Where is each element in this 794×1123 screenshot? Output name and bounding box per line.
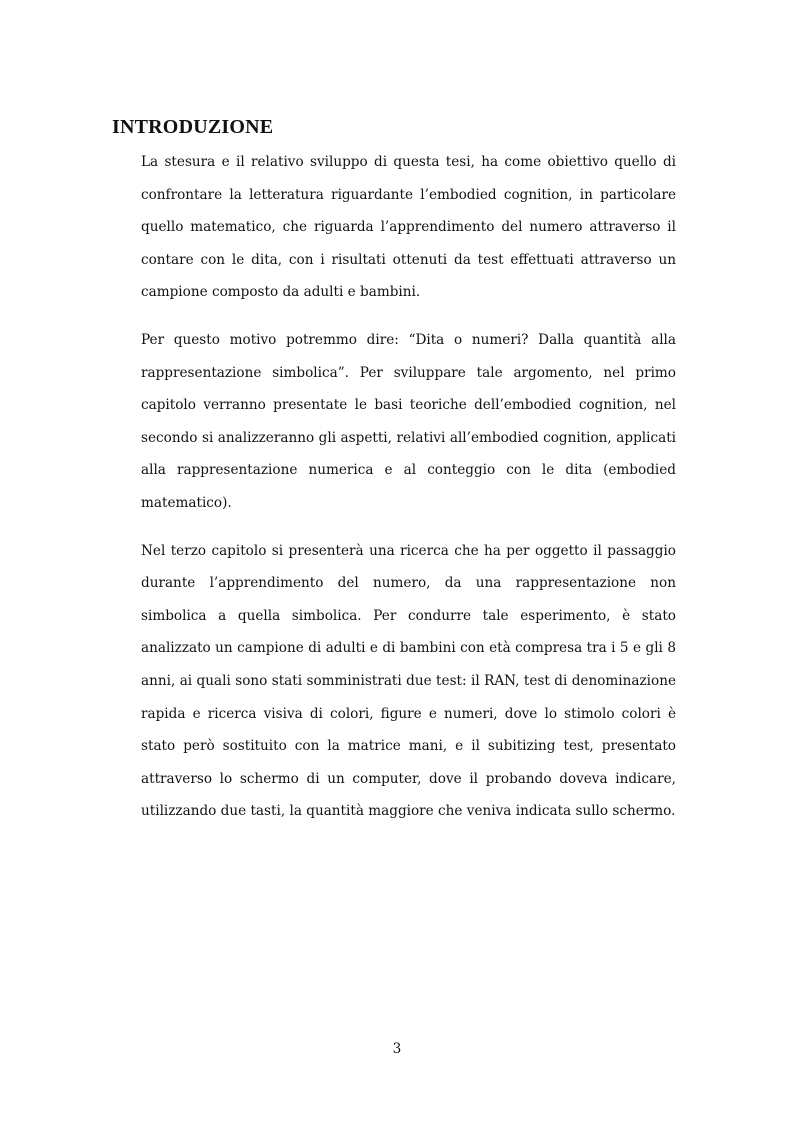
- paragraph-3: Nel terzo capitolo si presenterà una ricerca che ha per oggetto il passaggio durante l’apprendimento del numero, da una rappresentazione non simbolica a quella simbolica. Per condurre tale esperimento, è stato analizzato un campione di adulti e di bambini con età compresa tra i 5 e gli 8 anni, ai quali sono stati somministrati due test: il RAN, test di denominazione rapida e ricerca visiva di colori, figure e numeri, dove lo stimolo colori è stato però sostituito con la matrice mani, e il subitizing test, presentato attraverso lo schermo di un computer, dove il probando doveva indicare, utilizzando due tasti, la quantità maggiore che veniva indicata sullo schermo.: [141, 542, 676, 820]
- body-text: [141, 146, 676, 843]
- paragraph-2: Per questo motivo potremmo dire: “Dita o numeri? Dalla quantità alla rappresentazione simbolica”. Per sviluppare tale argomento, nel primo capitolo verranno presentate le basi teoriche dell’embodied cognition, nel secondo si analizzeranno gli aspetti, relativi all’embodied cognition, applicati alla rappresentazione numerica e al conteggio con le dita (embodied matematico).: [141, 331, 676, 511]
- page-number: 3: [392, 1041, 402, 1057]
- section-heading: INTRODUZIONE: [112, 116, 274, 138]
- paragraph-1: La stesura e il relativo sviluppo di questa tesi, ha come obiettivo quello di confrontare la letteratura riguardante l’embodied cognition, in particolare quello matematico, che riguarda l’apprendimento del numero attraverso il contare con le dita, con i risultati ottenuti da test effettuati attraverso un campione composto da adulti e bambini.: [141, 154, 676, 301]
